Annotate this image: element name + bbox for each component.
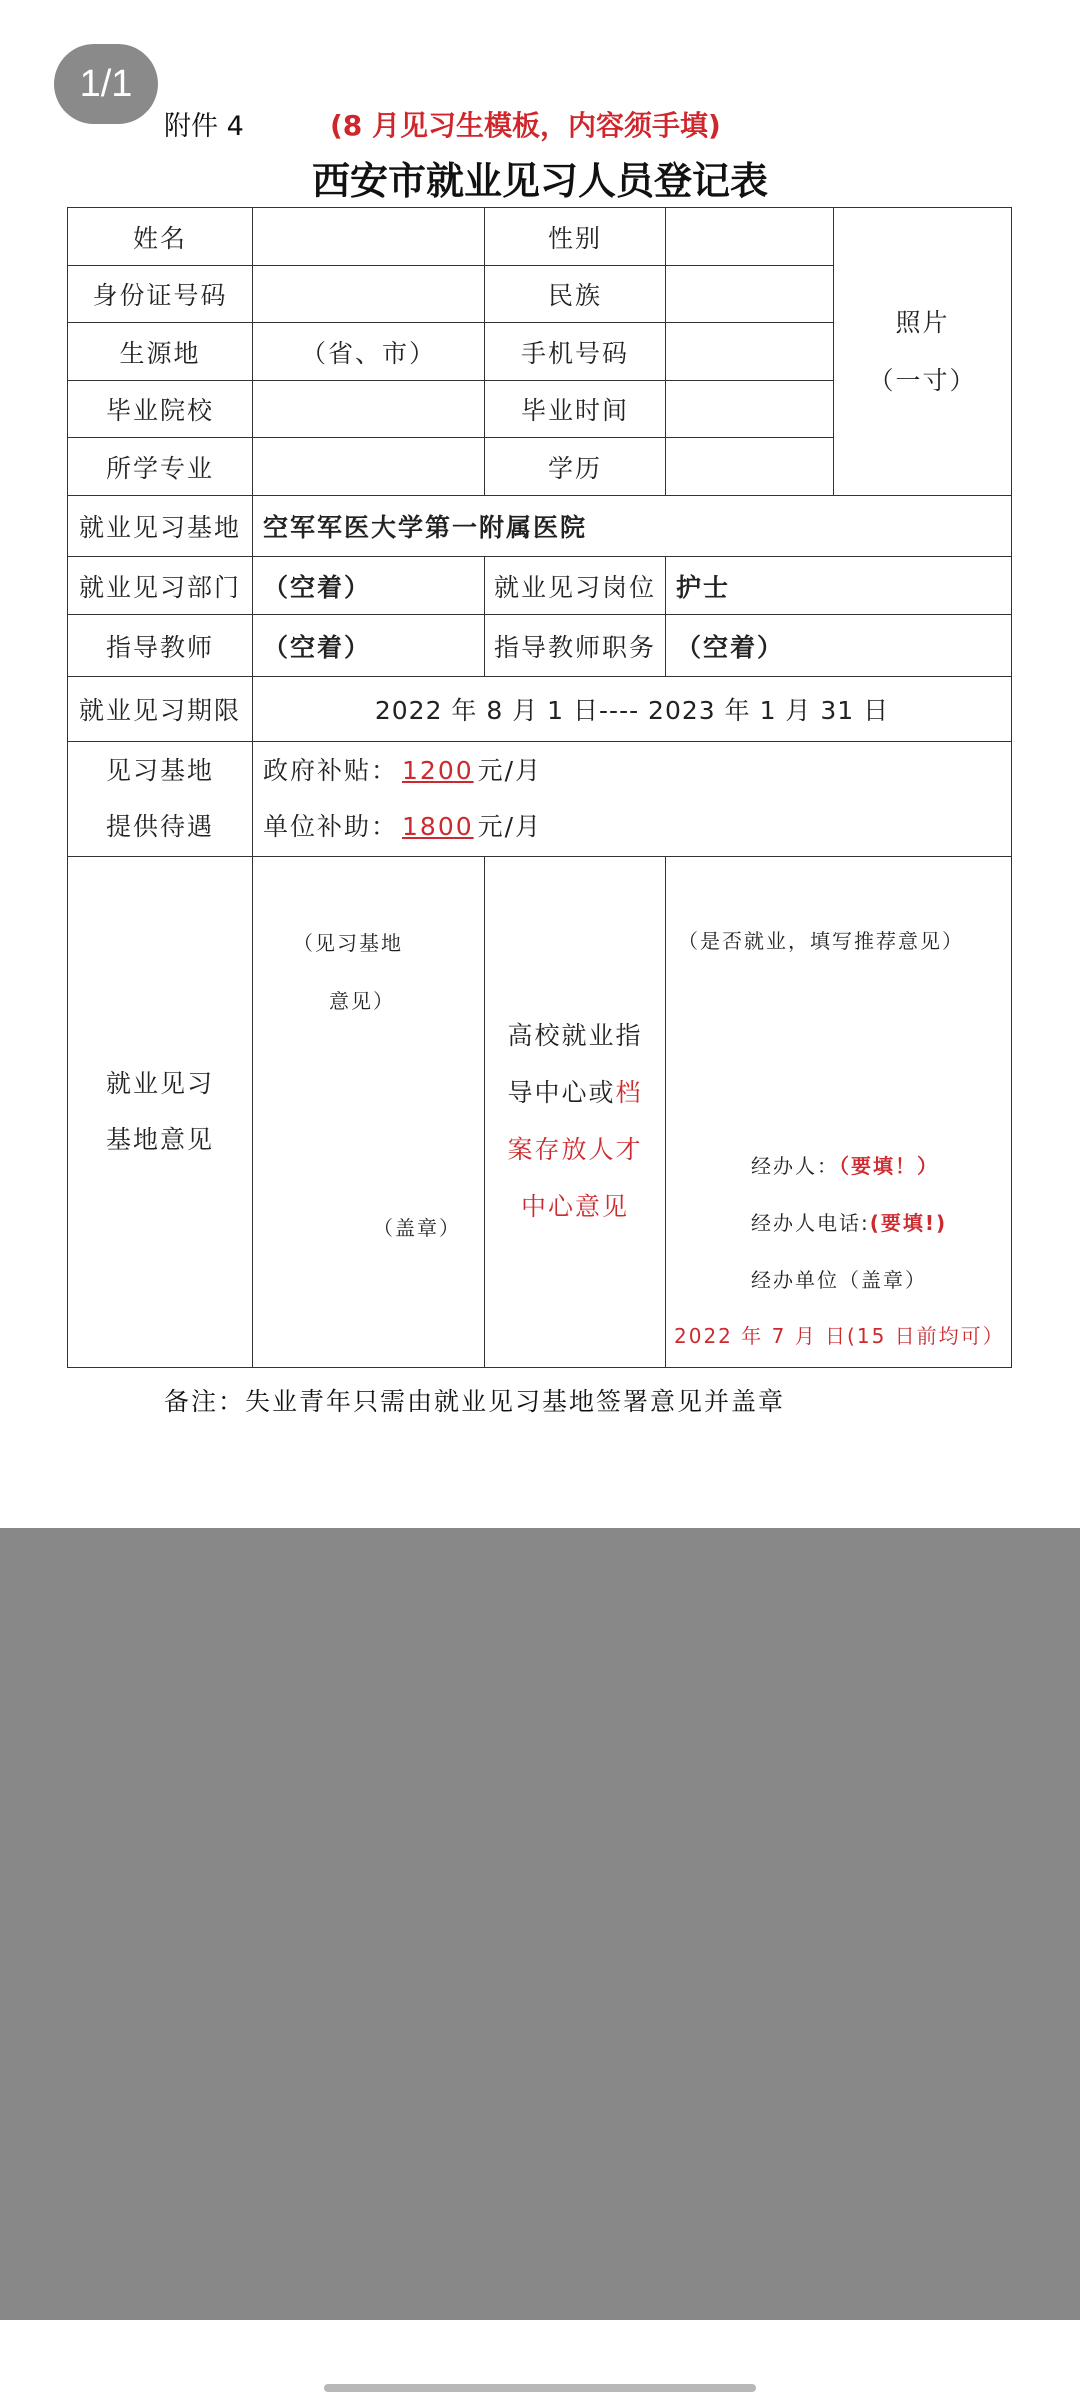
major-field[interactable] <box>253 438 485 496</box>
registration-form <box>67 207 1012 1368</box>
name-field[interactable] <box>253 208 485 266</box>
origin-field[interactable]: （省、市） <box>253 323 485 381</box>
date-note: 2022 年 7 月 日(15 日前均可） <box>674 1324 1005 1348</box>
document-title: 西安市就业见习人员登记表 <box>311 158 768 203</box>
viewer-blank-area <box>0 1528 1080 2320</box>
handler-phone-row: 经办人电话:(要填!) <box>751 1211 948 1235</box>
base-opinion-hint-2: 意见） <box>329 989 395 1013</box>
photo-label: 照片 <box>895 307 950 337</box>
ethnicity-label: 民族 <box>485 266 666 323</box>
degree-label: 学历 <box>485 438 666 496</box>
attachment-label: 附件 4 <box>164 111 244 142</box>
base-opinion-field[interactable] <box>253 857 485 1368</box>
template-note: (8 月见习生模板，内容须手填) <box>330 109 721 142</box>
school-field[interactable] <box>253 381 485 438</box>
origin-label: 生源地 <box>68 323 253 381</box>
handler-unit: 经办单位（盖章） <box>751 1268 927 1292</box>
handler-row: 经办人：（要填！） <box>751 1154 939 1178</box>
unit-subsidy-value: 1800 <box>402 812 474 841</box>
center-opinion-label: 高校就业指 导中心或档 案存放人才 中心意见 <box>485 857 666 1368</box>
page-indicator[interactable]: 1/1 <box>54 44 158 124</box>
mentor-title-label: 指导教师职务 <box>485 615 666 677</box>
grad-time-field[interactable] <box>666 381 834 438</box>
base-label: 就业见习基地 <box>68 496 253 557</box>
school-label: 毕业院校 <box>68 381 253 438</box>
dept-label: 就业见习部门 <box>68 557 253 615</box>
opinion-label: 就业见习 基地意见 <box>68 857 253 1368</box>
post-field[interactable]: 护士 <box>666 557 1012 615</box>
major-label: 所学专业 <box>68 438 253 496</box>
id-field[interactable] <box>253 266 485 323</box>
benefit-field[interactable] <box>253 742 1012 857</box>
name-label: 姓名 <box>68 208 253 266</box>
grad-time-label: 毕业时间 <box>485 381 666 438</box>
degree-field[interactable] <box>666 438 834 496</box>
period-field[interactable]: 2022 年 8 月 1 日---- 2023 年 1 月 31 日 <box>253 677 1012 742</box>
benefit-label: 见习基地 提供待遇 <box>68 742 253 857</box>
post-label: 就业见习岗位 <box>485 557 666 615</box>
footnote: 备注：失业青年只需由就业见习基地签署意见并盖章 <box>164 1387 786 1416</box>
unit-subsidy-row: 单位补助： 1800 元/月 <box>263 812 543 841</box>
dept-field[interactable]: （空着） <box>253 557 485 615</box>
gov-subsidy-value: 1200 <box>402 756 474 785</box>
seal-label: （盖章） <box>373 1216 461 1240</box>
ethnicity-field[interactable] <box>666 266 834 323</box>
base-field[interactable]: 空军军医大学第一附属医院 <box>253 496 1012 557</box>
recommend-opinion-field[interactable] <box>666 857 1012 1368</box>
mentor-title-field[interactable]: （空着） <box>666 615 1012 677</box>
phone-field[interactable] <box>666 323 834 381</box>
period-label: 就业见习期限 <box>68 677 253 742</box>
phone-label: 手机号码 <box>485 323 666 381</box>
home-indicator-bar[interactable] <box>324 2384 756 2392</box>
mentor-label: 指导教师 <box>68 615 253 677</box>
gender-label: 性别 <box>485 208 666 266</box>
mentor-field[interactable]: （空着） <box>253 615 485 677</box>
gov-subsidy-row: 政府补贴： 1200 元/月 <box>263 756 543 785</box>
photo-size: （一寸） <box>868 365 977 395</box>
base-opinion-hint: （见习基地 <box>293 931 403 955</box>
gender-field[interactable] <box>666 208 834 266</box>
recommend-hint: （是否就业，填写推荐意见） <box>678 929 964 953</box>
photo-box[interactable] <box>834 208 1012 496</box>
id-label: 身份证号码 <box>68 266 253 323</box>
